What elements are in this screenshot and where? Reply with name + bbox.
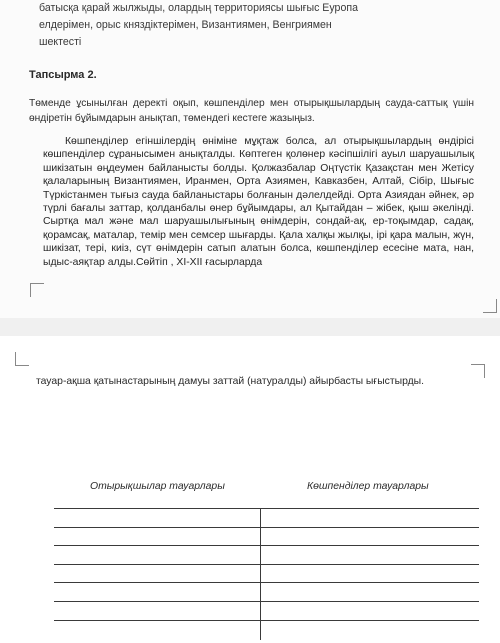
column-header-sedentary: Отырықшылар тауарлары [90,481,225,492]
crop-mark-bottom-right [471,364,485,378]
continuation-text: тауар-ақша қатынастарының дамуы заттай (натуралды) айырбасты ығыстырды. [36,376,425,387]
task-title: Тапсырма 2. [29,69,97,81]
table-rule-line [54,508,479,509]
crop-mark-top-left [30,283,44,297]
intro-paragraph [39,0,439,51]
column-header-nomadic: Көшпенділер тауарлары [307,481,429,492]
table-rule-line [54,620,479,621]
intro-line: елдерімен, орыс княздіктерімен, Византиямен, Венгриямен [39,19,332,31]
answer-table [54,508,479,640]
crop-mark-bottom-left [15,352,29,366]
source-text: Көшпенділер егіншілердің өніміне мұқтаж болса, ал отырықшылардың өндірісі көшпенділер сұранысымен анықталды. Көптеген қолөнер кәсіпшілігі ауыл шаруашылық шикізатын өңдеумен байланысты болды. Қолжазбалар Оңтүстік Қазақстан мен Жетісу қалаларының Византиямен, Иранмен, Орта Азиямен, Кавказбен, Алтай, Сібір, Шығыс Түркістанмен тығыз сауда байланыстары болғанын дәлелдейді. Орта Азиядан әйнек, әр түрлі бағалы заттар, қолданбалы өнер бұйымдары, ал Қытайдан – жібек, қыш әкелінді. Сыртқа мал және мал шаруашылығының өнімдерін, сондай-ақ, ер-тоқымдар, садақ, қорамсақ, маталар, темір мен семсер шығарды. Қала халқы жылқы, ірі қара малын, жүн, шикізат, тері, киіз, сүт өнімдерін сатып алатын болса, көшпенділер есесіне мата, нан, ыдыс-аяқтар алды.Сөйтіп , XI-XII ғасырларда [43,136,474,268]
table-rule-line [54,601,479,602]
intro-line: батысқа қарай жылжыды, олардың территориясы шығыс Еуропа [39,2,358,14]
crop-mark-top-right [483,299,497,313]
table-rule-line [54,582,479,583]
intro-line: шектесті [39,36,82,48]
table-rule-line [54,527,479,528]
table-rule-line [54,564,479,565]
task-description: Төменде ұсынылған деректі оқып, көшпенділер мен отырықшылардың сауда-саттық үшін өндіретін бұйымдарын анықтап, төмендегі кестеге жазыңыз. [29,98,474,124]
table-rule-line [54,545,479,546]
